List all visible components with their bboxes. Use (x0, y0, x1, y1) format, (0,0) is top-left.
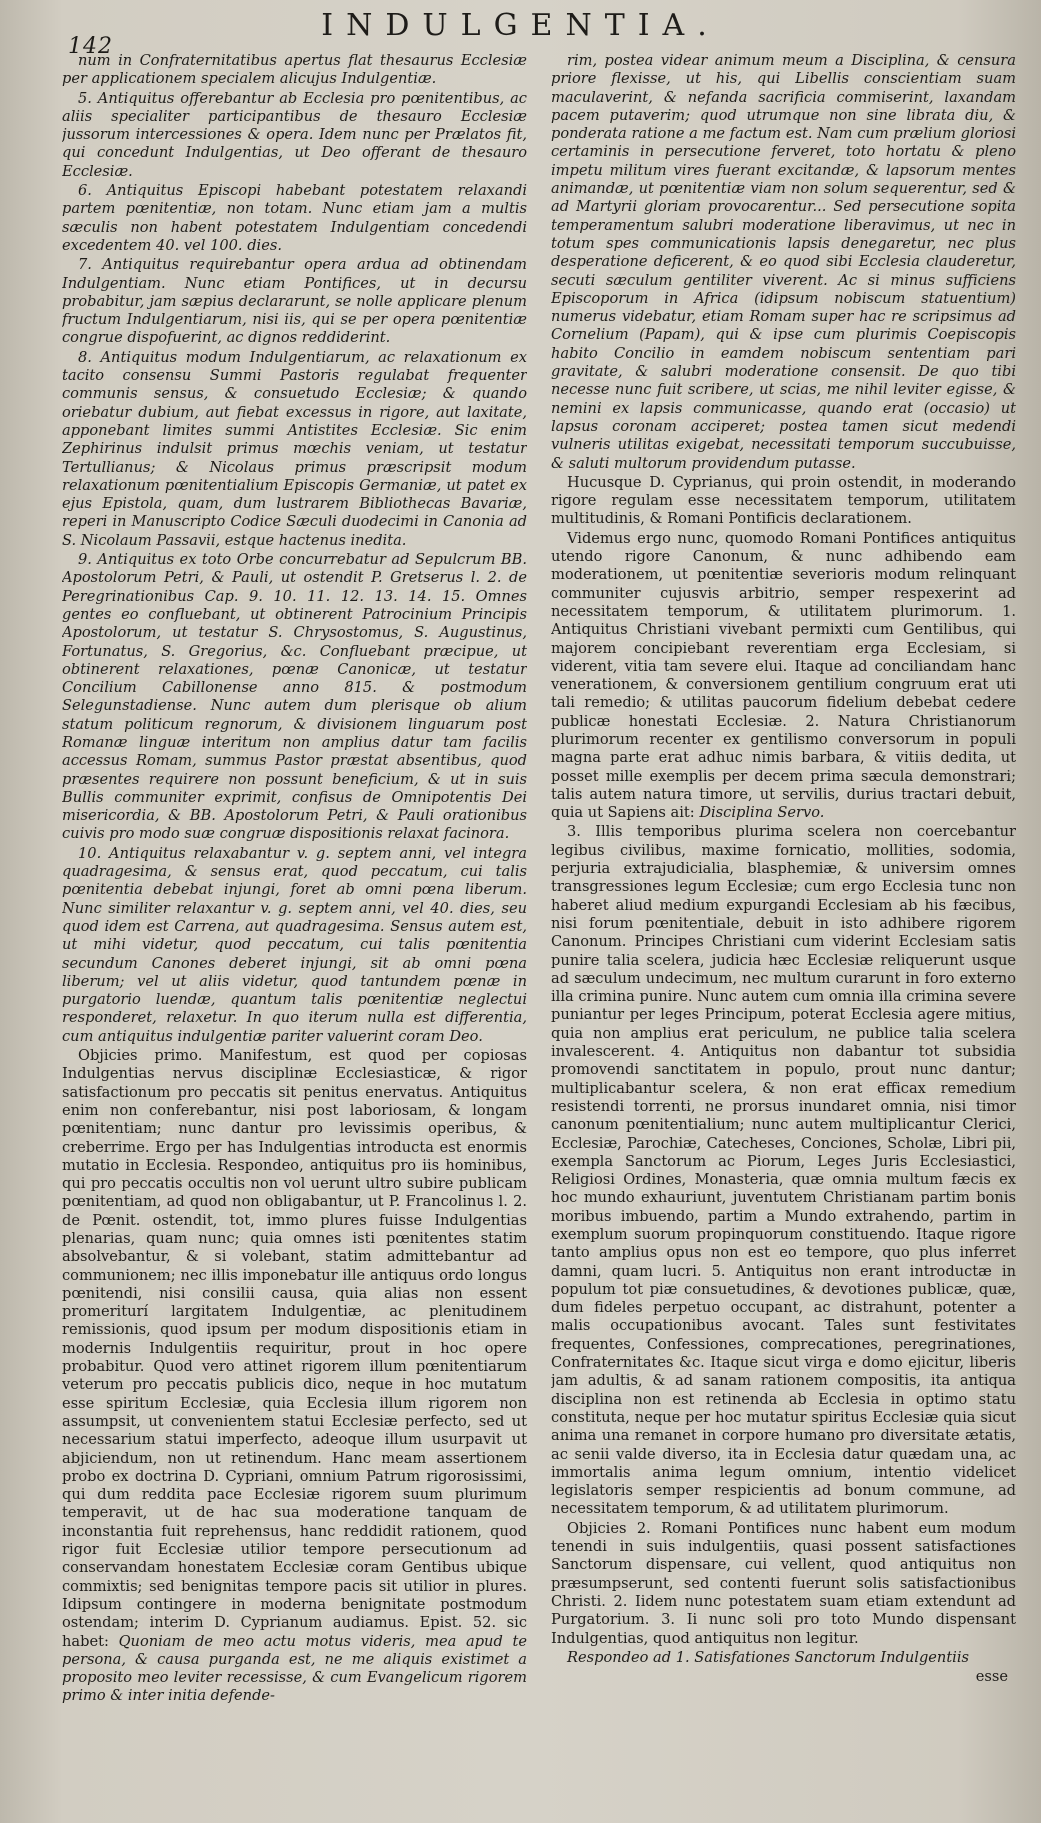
page-number: 142 (68, 34, 113, 59)
text-run: 7. Antiquitus requirebantur opera ardua ad obtinendam Indulgentiam. Nunc etiam Pontifices, ut in decursu probabitur, jam sæpius declararunt, se nolle applicare plenum fructum Indulgentiarum, nisi iis, qui se per opera pœnitentiæ congrue dispofuerint, ac dignos reddiderint. (62, 256, 527, 347)
right-column (551, 52, 1016, 1812)
text-run: 9. Antiquitus ex toto Orbe concurrebatur ad Sepulcrum BB. Apostolorum Petri, & Pauli, ut ostendit P. Gretserus l. 2. de Peregrinationibus Cap. 9. 10. 11. 12. 13. 14. 15. Omnes gentes eo confluebant, ut obtinerent Patrocinium Principis Apostolorum, ut testatur S. Chrysostomus, S. Augustinus, Fortunatus, S. Gregorius, &c. Confluebant præcipue, ut obtinerent relaxationes, pœnæ Canonicæ, ut testatur Concilium Cabillonense anno 815. & postmodum Selegunstadiense. Nunc autem dum plerisque ob alium statum politicum regnorum, & divisionem linguarum post Romanæ linguæ interitum non amplius datur tam facilis accessus Romam, summus Pastor præstat absentibus, quod præsentes requirere non possunt beneficium, & ut in suis Bullis communiter exprimit, confisus de Omnipotentis Dei misericordia, & BB. Apostolorum Petri, & Pauli orationibus cuivis pro modo suæ congruæ dispositionis relaxat facinora. (62, 551, 527, 843)
text-run: rim, postea videar animum meum a Disciplina, & censura priore flexisse, ut his, qui Libellis conscientiam suam maculaverint, & nefanda sacrificia commiserint, laxandam pacem putaverim; quod utrumque non sine librata diu, & ponderata ratione a me factum est. Nam cum prælium gloriosi certaminis in persecutione ferveret, toto hortatu & pleno impetu militum vires fuerant excitandæ, & lapsorum mentes animandæ, ut pœnitentiæ viam non solum sequerentur, sed & ad Martyrii gloriam provocarentur... Sed persecutione sopita temperamentum salubri moderatione liberavimus, ut nec in totum spes communicationis lapsis denegaretur, nec plus desperatione deficerent, & eo quod sibi Ecclesia clauderetur, secuti sæculum gentiliter viverent. Ac si minus sufficiens Episcoporum in Africa (idipsum nobiscum statuentium) numerus videbatur, etiam Romam super hac re scripsimus ad Cornelium (Papam), qui & ipse cum plurimis Coepiscopis habito Concilio in eamdem nobiscum sententiam pari gravitate, & salubri moderatione consensit. De quo tibi necesse nunc fuit scribere, ut scias, me nihil leviter egisse, & nemini ex lapsis communicasse, quando erat (occasio) ut lapsus coronam acciperet; postea tamen sicut medendi vulneris utilitas exigebat, necessitati temporum succubuisse, & saluti multorum providendum putasse. (551, 52, 1016, 472)
paragraph (551, 1649, 1016, 1667)
left-column (62, 52, 527, 1812)
paragraph (62, 551, 527, 844)
text-run: num in Confraternitatibus apertus flat thesaurus Ecclesiæ per applicationem specialem alicujus Indulgentiæ. (62, 52, 527, 88)
text-run: Respondeo ad 1. Satisfationes Sanctorum Indulgentiis (567, 1648, 970, 1666)
catchword: esse (975, 1668, 1008, 1686)
paragraph (62, 1047, 527, 1706)
text-run: 3. Illis temporibus plurima scelera non coercebantur legibus civilibus, maxime fornicatio, mollities, sodomia, perjuria extrajudicialia, blasphemiæ, & universim omnes transgressiones legum Ecclesiæ; cum ergo Ecclesia tunc non haberet aliud medium expurgandi Ecclesiam ab his fæcibus, nisi forum pœnitentiale, debuit in isto adhibere rigorem Canonum. Principes Christiani cum viderint Ecclesiam satis punire talia scelera, judicia hæc Ecclesiæ reliquerunt usque ad sæculum undecimum, nec multum curarunt in foro externo illa crimina punire. Nunc autem cum omnia illa crimina severe puniantur per leges Principum, poterat Ecclesia agere mitius, quia non amplius erat periculum, ne publice talia scelera invalescerent. 4. Antiquitus non dabantur tot subsidia promovendi sanctitatem in populo, prout nunc dantur; multiplicabantur scelera, & non erat efficax remedium resistendi torrenti, ne prorsus inundaret omnia, nisi timor canonum pœnitentialium; nunc autem multiplicantur Clerici, Ecclesiæ, Parochiæ, Catecheses, Conciones, Scholæ, Libri pii, exempla Sanctorum ac Piorum, Leges Juris Ecclesiastici, Religiosi Ordines, Monasteria, quæ omnia multum fæcis ex hoc mundo exhauriunt, juventutem Christianam partim bonis moribus imbuendo, partim a Mundo extrahendo, partim in exemplum suorum propinquorum constituendo. Itaque rigore tanto amplius opus non est eo tempore, quo plus inferret damni, quam lucri. 5. Antiquitus non erant introductæ in populum tot piæ consuetudines, & devotiones publicæ, quæ, dum fideles perpetuo occupant, ac distrahunt, potenter a malis occupationibus avocant. Tales sunt festivitates frequentes, Confessiones, comprecationes, peregrinationes, Confraternitates &c. Itaque sicut virga e domo ejicitur, liberis jam adultis, & ad sanam rationem compositis, ita antiqua disciplina non est retinenda ab Ecclesia in optimo statu constituta, neque per hoc mutatur spiritus Ecclesiæ quia sicut anima una remanet in corpore humano pro diversitate ætatis, ac senii valde diverso, ita in Ecclesia datur quædam una, ac immortalis anima legum omnium, intentio videlicet legislatoris semper respicientis ad bonum commune, ad necessitatem temporum, & ad utilitatem plurimorum. (551, 823, 1016, 1518)
paragraph (62, 90, 527, 181)
paragraph (62, 256, 527, 347)
text-run: Hucusque D. Cyprianus, qui proin ostendit, in moderando rigore regulam esse necessitatem temporum, utilitatem multitudinis, & Romani Pontificis declarationem. (551, 473, 1016, 528)
running-head: INDULGENTIA. (321, 8, 720, 43)
text-run: Disciplina Servo. (699, 804, 825, 822)
text-run: 8. Antiquitus modum Indulgentiarum, ac relaxationum ex tacito consensu Summi Pastoris regulabat frequenter communis sensus, & consuetudo Ecclesiæ; & quando oriebatur dubium, aut fiebat excessus in rigore, aut laxitate, apponebant limites summi Antistites Ecclesiæ. Sic enim Zephirinus indulsit primus mœchis veniam, ut testatur Tertullianus; & Nicolaus primus præscripsit modum relaxationum pœnitentialium Episcopis Germaniæ, ut patet ex ejus Epistola, quam, dum lustrarem Bibliothecas Bavariæ, reperi in Manuscripto Codice Sæculi duodecimi in Canonia ad S. Nicolaum Passavii, estque hactenus inedita. (62, 348, 527, 549)
paragraph (551, 1520, 1016, 1648)
paragraph (62, 349, 527, 550)
paragraph (551, 474, 1016, 529)
text-run: 5. Antiquitus offerebantur ab Ecclesia pro pœnitentibus, ac aliis specialiter participantibus de thesauro Ecclesiæ jussorum intercessiones & opera. Idem nunc per Prælatos fit, qui concedunt Indulgentias, ut Deo offerant de thesauro Ecclesiæ. (62, 89, 527, 180)
text-run: Videmus ergo nunc, quomodo Romani Pontifices antiquitus utendo rigore Canonum, & nunc adhibendo eam moderationem, ut pœnitentiæ severioris modum relinquant communiter cujusvis arbitrio, semper respexerint ad necessitatem temporum, & utilitatem plurimorum. 1. Antiquitus Christiani vivebant permixti cum Gentilibus, qui majorem concipiebant reverentiam erga Ecclesiam, si viderent, vitia tam severe elui. Itaque ad conciliandam hanc venerationem, & conversionem gentilium congruum erat uti tali remedio; & utilitas paucorum fidelium debebat cedere publicæ honestati Ecclesiæ. 2. Natura Christianorum plurimorum recenter ex gentilismo conversorum in populi magna parte erat adhuc nimis barbara, & vitiis dedita, ut posset mille exemplis per decem prima sæcula demonstrari; talis autem natura timore, ut servilis, durius tractari debuit, quia ut Sapiens ait: (551, 529, 1016, 822)
paragraph (62, 845, 527, 1046)
text-columns (62, 52, 1017, 1812)
text-run: 10. Antiquitus relaxabantur v. g. septem anni, vel integra quadragesima, & sensus erat, quod peccatum, cui talis pœnitentia debebat injungi, foret ab omni pœna liberum. Nunc similiter relaxantur v. g. septem anni, vel 40. dies, seu quod idem est Carrena, aut quadragesima. Sensus autem est, ut mihi videtur, quod peccatum, cui talis pœnitentia secundum Canones deberet injungi, sit ab omni pœna liberum; vel ut aliis videtur, quod tantundem pœnæ in purgatorio luendæ, quantum talis pœnitentiæ neglectui responderet, relaxetur. In quo iterum nulla est differentia, cum antiquitus indulgentiæ pariter valuerint coram Deo. (62, 844, 527, 1045)
text-run: 6. Antiquitus Episcopi habebant potestatem relaxandi partem pœnitentiæ, non totam. Nunc etiam jam a multis sæculis non habent potestatem Indulgentiam concedendi excedentem 40. vel 100. dies. (62, 182, 527, 254)
paragraph (62, 52, 527, 89)
paragraph (551, 823, 1016, 1518)
text-run: Objicies 2. Romani Pontifices nunc habent eum modum tenendi in suis indulgentiis, quasi possent satisfactiones Sanctorum dispensare, cui vellent, quod antiquitus non præsumpserunt, sed contenti fuerunt solis satisfactionibus Christi. 2. Iidem nunc potestatem suam etiam extendunt ad Purgatorium. 3. Ii nunc soli pro toto Mundo dispensant Indulgentias, quod antiquitus non legitur. (551, 1519, 1016, 1647)
text-run: Objicies primo. Manifestum, est quod per copiosas Indulgentias nervus disciplinæ Ecclesiasticæ, & rigor satisfactionum pro peccatis sit penitus enervatus. Antiquitus enim non conferebantur, nisi post laboriosam, & longam pœnitentiam; nunc dantur pro levissimis operibus, & creberrime. Ergo per has Indulgentias introducta est enormis mutatio in Ecclesia. Respondeo, antiquitus pro iis hominibus, qui pro peccatis occultis non vol uerunt ultro subire publicam pœnitentiam, ad quod non obligabantur, ut P. Francolinus l. 2. de Pœnit. ostendit, tot, immo plures fuisse Indulgentias plenarias, quam nunc; quia omnes isti pœnitentes statim absolvebantur, & si volebant, statim admittebantur ad communionem; nec illis imponebatur ille antiquus ordo longus pœnitendi, nisi consilii causa, quia alias non essent promeriturí largitatem Indulgentiæ, ac plenitudinem remissionis, quod ipsum per modum dispositionis etiam in modernis Indulgentiis requiritur, prout in hoc opere probabitur. Quod vero attinet rigorem illum pœnitentiarum veterum pro peccatis publicis dico, neque in hoc mutatum esse spiritum Ecclesiæ, quia Ecclesia illum rigorem non assumpsit, ut convenientem statui Ecclesiæ perfecto, sed ut necessarium statui imperfecto, adeoque illum usurpavit ut abjiciendum, non ut retinendum. Hanc meam assertionem probo ex doctrina D. Cypriani, omnium Patrum rigorosissimi, qui dum reddita pace Ecclesiæ rigorem suum plurimum temperavit, ut de hac sua moderatione tanquam de inconstantia fuit reprehensus, hanc reddidit rationem, quod rigor fuit Ecclesiæ utilior tempore persecutionum ad conservandam honestatem Ecclesiæ coram Gentibus ubique commixtis; sed benignitas tempore pacis sit utilior in plures. Idipsum contingere in moderna benignitate postmodum ostendam; interim D. Cyprianum audiamus. Epist. 52. sic habet: (62, 1047, 527, 1650)
paragraph (551, 52, 1016, 473)
paragraph (551, 530, 1016, 823)
text-run: Quoniam de meo actu motus videris, mea apud te persona, & causa purganda est, ne me aliquis existimet a proposito meo leviter recessisse, & cum Evangelicum rigorem primo & inter initia defende- (62, 1632, 527, 1705)
paragraph (62, 182, 527, 255)
